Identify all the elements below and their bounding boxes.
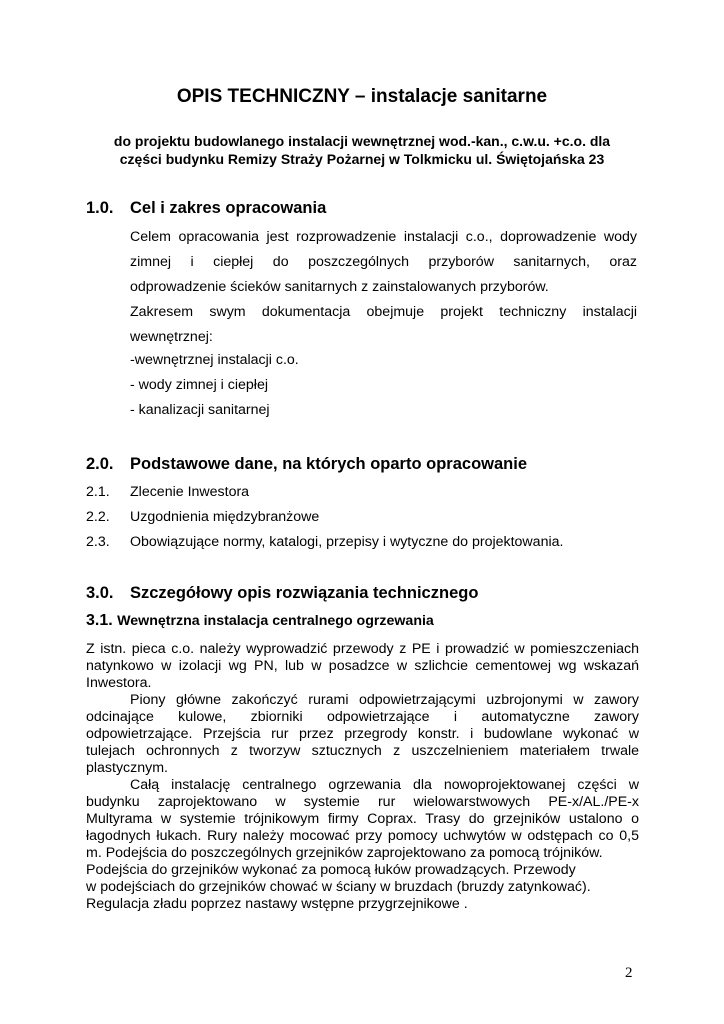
page-number: 2 bbox=[625, 965, 633, 981]
subsection-3-1-heading bbox=[86, 612, 434, 630]
item-number: 2.1. bbox=[86, 484, 110, 500]
body-line: Inwestora. bbox=[86, 675, 152, 691]
body-line: Podejścia do grzejników wykonać za pomocą łuków prowadzących. Przewody bbox=[86, 862, 576, 878]
scope-list-item: - wody zimnej i ciepłej bbox=[130, 377, 268, 393]
basis-list-item bbox=[86, 534, 563, 550]
body-line: łagodnych łukach. Rury należy mocować przy pomocy uchwytów w odstępach co 0,5 bbox=[86, 828, 639, 844]
section-2-heading bbox=[86, 455, 527, 474]
item-text: Zlecenie Inwestora bbox=[130, 484, 250, 500]
paragraph-line: Zakresem swym dokumentacja obejmuje projekt techniczny instalacji bbox=[130, 304, 637, 320]
body-line: plastycznym. bbox=[86, 760, 168, 776]
body-line: w podejściach do grzejników chować w ściany w bruzdach (bruzdy zatynkować). bbox=[86, 879, 591, 895]
body-line: Multyrama w systemie trójnikowym firmy Coprax. Trasy do grzejników ustalono o bbox=[86, 811, 639, 827]
body-line: Całą instalację centralnego ogrzewania dla nowoprojektowanej części w bbox=[130, 777, 639, 793]
basis-list-item bbox=[86, 484, 249, 500]
paragraph-line: Celem opracowania jest rozprowadzenie instalacji c.o., doprowadzenie wody bbox=[130, 229, 637, 245]
body-line: Z istn. pieca c.o. należy wyprowadzić przewody z PE i prowadzić w pomieszczeniach bbox=[86, 641, 639, 657]
body-line: tulejach ochronnych z tworzyw sztucznych z uszczelnieniem materiałem trwale bbox=[86, 743, 639, 759]
section-1-paragraph-1 bbox=[130, 225, 637, 300]
body-line: m. Podejścia do poszczególnych grzejników zaprojektowano za pomocą trójników. bbox=[86, 845, 603, 861]
scope-list-item: -wewnętrznej instalacji c.o. bbox=[130, 352, 299, 368]
paragraph-line: zimnej i ciepłej do poszczególnych przyborów sanitarnych, oraz bbox=[130, 254, 637, 270]
section-title: Szczegółowy opis rozwiązania technicznego bbox=[130, 584, 479, 602]
paragraph-line: wewnętrznej: bbox=[130, 329, 213, 345]
document-title: OPIS TECHNICZNY – instalacje sanitarne bbox=[176, 86, 548, 107]
basis-list-item bbox=[86, 509, 319, 525]
paragraph-line: odprowadzenie ścieków sanitarnych z zainstalowanych przyborów. bbox=[130, 279, 549, 295]
section-1-paragraph-2 bbox=[130, 300, 637, 350]
subtitle-line: części budynku Remizy Straży Pożarnej w Tolkmicku ul. Świętojańska 23 bbox=[119, 151, 605, 167]
body-line: budynku zaprojektowano w systemie rur wielowarstwowych PE-x/AL./PE-x bbox=[86, 794, 639, 810]
subsection-3-1-body bbox=[86, 641, 639, 913]
item-text: Uzgodnienia międzybranżowe bbox=[130, 509, 320, 525]
section-number: 1.0. bbox=[86, 199, 114, 217]
section-3-heading bbox=[86, 584, 478, 603]
body-line: Regulacja zładu poprzez nastawy wstępne przygrzejnikowe . bbox=[86, 896, 468, 912]
section-title: Cel i zakres opracowania bbox=[130, 199, 327, 217]
item-text: Obowiązujące normy, katalogi, przepisy i wytyczne do projektowania. bbox=[130, 534, 564, 550]
section-number: 3.0. bbox=[86, 584, 114, 602]
section-title: Podstawowe dane, na których oparto opracowanie bbox=[130, 455, 527, 473]
section-1-heading bbox=[86, 199, 326, 218]
scope-list-item: - kanalizacji sanitarnej bbox=[130, 402, 270, 418]
item-number: 2.2. bbox=[86, 509, 110, 525]
body-line: odcinające kulowe, zbiorniki odpowietrzające i automatyczne zawory bbox=[86, 709, 639, 725]
section-number: 2.0. bbox=[86, 455, 114, 473]
subsection-title: Wewnętrzna instalacja centralnego ogrzewania bbox=[117, 613, 434, 629]
document-subtitle bbox=[60, 132, 664, 168]
subtitle-line: do projektu budowlanego instalacji wewnętrznej wod.-kan., c.w.u. +c.o. dla bbox=[113, 133, 611, 149]
subsection-number: 3.1. bbox=[86, 612, 113, 629]
item-number: 2.3. bbox=[86, 534, 110, 550]
body-line: odpowietrzające. Przejścia rur przez przegrody konstr. i budowlane wykonać w bbox=[86, 726, 639, 742]
body-line: natynkowo w izolacji wg PN, lub w posadzce w szlichcie cementowej wg wskazań bbox=[86, 658, 639, 674]
body-line: Piony główne zakończyć rurami odpowietrzającymi uzbrojonymi w zawory bbox=[130, 692, 639, 708]
